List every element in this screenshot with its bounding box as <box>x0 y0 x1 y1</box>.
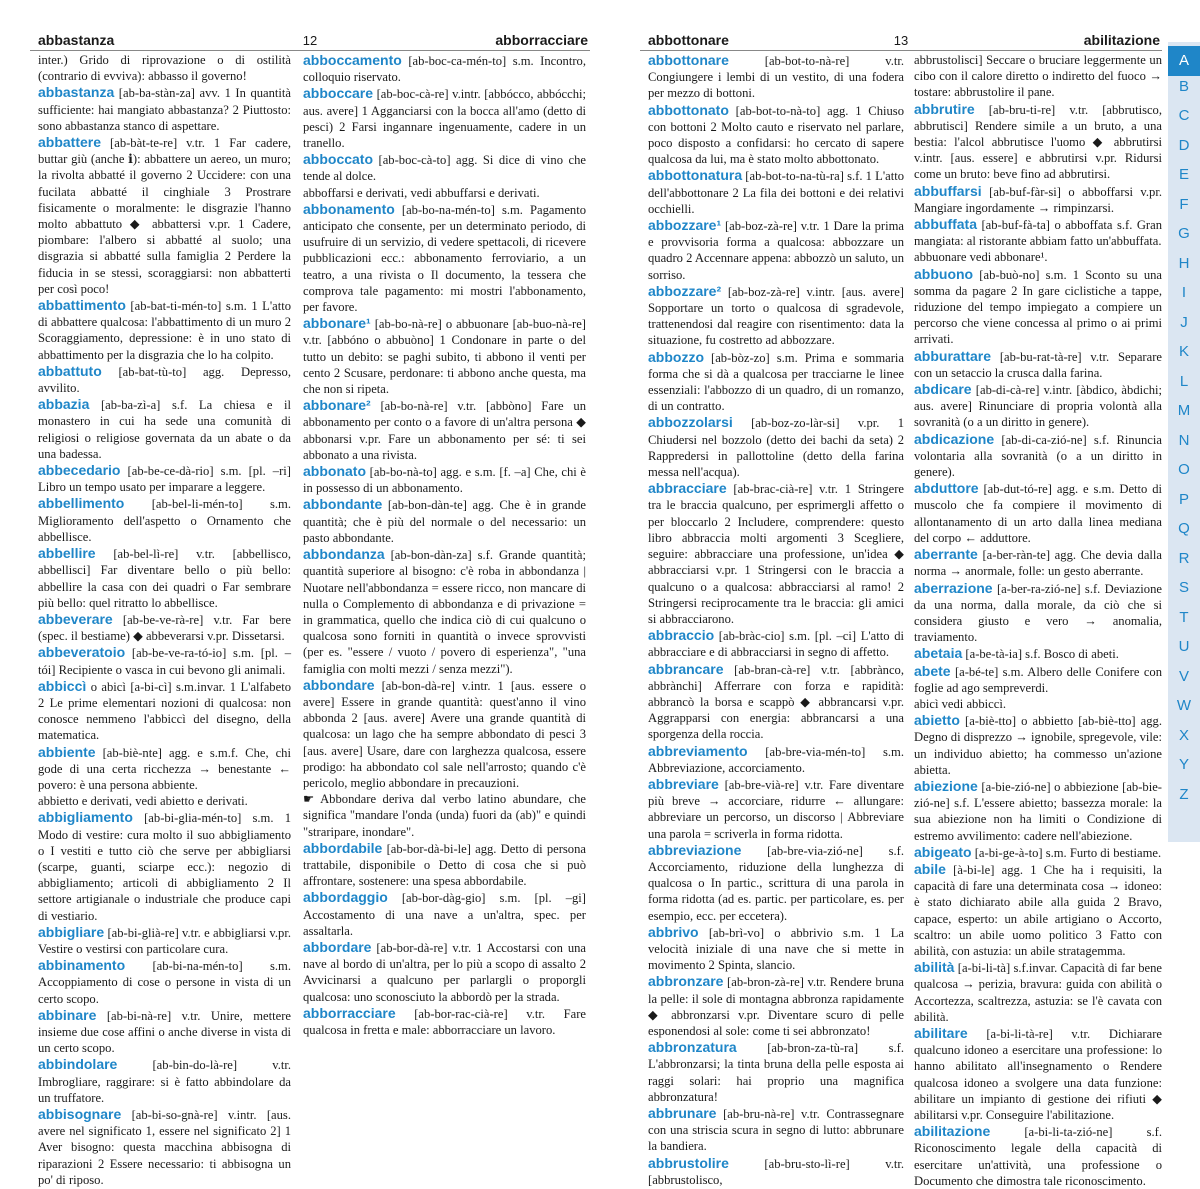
alphabet-letter-f[interactable]: F <box>1179 195 1189 213</box>
entry-headword: abbonare¹ <box>303 315 371 332</box>
entry-definition: [ab-bo-na-mén-to] s.m. Pagamento anticipato che consente, per un determinato periodo, di usufruire di un servizio, di vedere spettacoli, di ricevere pubblicazioni ecc.: abbonamento ferroviario, a un teatro, a una rivista o Il documento, la tessera che comprova tale pagamento: mi mostri l'abbonamento, per favore. <box>303 202 586 315</box>
page-number: 12 <box>302 33 318 48</box>
entry-headword: abbonamento <box>303 200 395 217</box>
dictionary-entry <box>914 1025 1162 1123</box>
dictionary-entry <box>648 414 904 480</box>
entry-headword: abbiente <box>38 743 96 760</box>
dictionary-entry <box>648 627 904 660</box>
dictionary-entry <box>303 677 586 791</box>
dictionary-entry <box>914 266 1162 348</box>
entry-definition: o abicì [a-bi-cì] s.m.invar. 1 L'alfabeto 2 Le prime elementari nozioni di qualcosa: non conosce nemmeno l'abbiccì del disegno, della matematica. <box>38 679 291 743</box>
dictionary-entry <box>914 844 1162 861</box>
alphabet-letter-w[interactable]: W <box>1176 697 1192 714</box>
entry-headword: abbreviamento <box>648 742 748 759</box>
entry-headword: abbraccio <box>648 627 715 644</box>
dictionary-entry <box>38 744 291 794</box>
entry-definition: [ab-di-cà-re] v.intr. [àbdico, àbdichi; aus. avere] Rinunciare di propria volontà alla sovranità (o a un diritto in genere). <box>914 383 1162 430</box>
dictionary-entry <box>38 809 291 923</box>
entry-definition: [ab-bot-to-nà-re] v.tr. Congiungere i lembi di un vestito, di una fodera per mezzo di bottoni. <box>648 54 904 101</box>
dictionary-entry <box>648 480 904 627</box>
dictionary-entry <box>303 85 586 151</box>
alphabet-letter-k[interactable]: K <box>1178 343 1189 360</box>
entry-headword: abbottonatura <box>648 167 743 184</box>
dictionary-entry <box>914 580 1162 646</box>
entry-definition: [ab-bu-rat-tà-re] v.tr. Separare con un setaccio la crusca dalla farina. <box>914 349 1162 380</box>
dictionary-entry <box>38 297 291 363</box>
entry-headword: abbuffarsi <box>914 182 982 199</box>
entry-definition: [ab-bon-dàn-za] s.f. Grande quantità; quantità superiore al bisogno: c'è roba in abbondanza | Nuotare nell'abbondanza = essere ricco, non mancare di nulla o Complemento di abbondanza e di privazione = in grammatica, quello che indica ciò di cui qualcuno o qualcosa sono forniti in quantità o invece sprovvisti (per es. "essere / vuoto / povero di esperienza", "una famiglia con molti mezzi / senza mezzi"). <box>303 548 586 676</box>
entry-definition: [ab-bràc-cio] s.m. [pl. –ci] L'atto di abbracciare e di abbracciarsi in segno di affetto. <box>648 629 904 660</box>
entry-headword: abbozzare¹ <box>648 217 722 234</box>
dictionary-entry <box>914 348 1162 381</box>
entry-headword: abiezione <box>914 777 978 794</box>
alphabet-letter-h[interactable]: H <box>1178 254 1190 272</box>
entry-headword: abbinamento <box>38 957 126 974</box>
entry-headword: abboccato <box>303 151 374 168</box>
entry-headword: abborracciare <box>303 1004 396 1021</box>
entry-definition: [ab-bru-nà-re] v.tr. Contrassegnare con una striscia scura in segno di lutto: abbrunare la bandiera. <box>648 1107 904 1154</box>
dictionary-entry <box>648 52 904 102</box>
entry-definition: [ab-bi-glià-re] v.tr. e abbigliarsi v.pr. Vestire o vestirsi con particolare cura. <box>38 925 291 956</box>
entry-headword: abbondare <box>303 676 375 693</box>
dictionary-entry <box>38 924 291 957</box>
entry-definition: [ab-be-ve-ra-tó-io] s.m. [pl. –tói] Recipiente o vasca in cui bevono gli animali. <box>38 646 291 677</box>
entry-definition: [a-bé-te] s.m. Albero delle Conifere con foglie ad ago sempreverdi. <box>914 664 1162 695</box>
entry-definition: [ab-boc-cà-to] agg. Si dice di vino che tende al dolce. <box>303 153 586 184</box>
right-page-column-1 <box>648 52 905 1187</box>
dictionary-entry <box>38 52 291 84</box>
alphabet-letter-o[interactable]: O <box>1178 461 1190 478</box>
entry-definition: ☛ Abbondare deriva dal verbo latino abundare, che significa "mandare l'onda (unda) fuori da (ab)" e quindi "straripare, inondare". <box>303 792 586 839</box>
entry-definition: [ab-bel-li-mén-to] s.m. Miglioramento dell'aspetto o Ornamento che abbellisce. <box>38 497 291 544</box>
dictionary-entry <box>914 101 1162 183</box>
running-head-last: abilitazione <box>1083 32 1160 48</box>
entry-definition: [ab-bor-dà-bi-le] agg. Detto di persona trattabile, disponibile o Detto di cosa che si può affrontare, sostenere: una spesa abbordabile. <box>303 841 586 889</box>
dictionary-entry <box>303 463 586 496</box>
dictionary-entry <box>648 283 904 349</box>
entry-definition: [a-bi-li-tà-re] v.tr. Dichiarare qualcuno idoneo a esercitare una professione: lo hanno abilitato all'insegnamento o Rendere qualcosa idoneo a svolgere una data funzione: abilitare un impianto di gestione dei rifiuti ◆ abilitarsi v.pr. Conseguire l'abilitazione. <box>914 1026 1162 1122</box>
entry-definition: [a-ber-ràn-te] agg. Che devia dalla norma → anormale, folle: un gesto aberrante. <box>914 548 1162 579</box>
alphabet-index <box>1168 42 1200 842</box>
dictionary-entry <box>38 1007 291 1057</box>
entry-definition: [ab-biè-nte] agg. e s.m.f. Che, chi gode di una certa ricchezza → benestante ← povero: è una persona abbiente. <box>38 745 291 792</box>
entry-definition: [ab-bor-rac-cià-re] v.tr. Fare qualcosa in fretta e male: abborracciare un lavoro. <box>303 1006 586 1037</box>
alphabet-letter-u[interactable]: U <box>1178 638 1190 655</box>
entry-definition: [ab-bran-cà-re] v.tr. [abbrànco, abbrànchi] Afferrare con forza e rapidità: abbrancò la borsa e scappò ◆ abbrancarsi v.pr. Aggrapparsi con energia: abbrancarsi a una sporgenza della roccia. <box>648 662 904 742</box>
dictionary-entry <box>38 957 291 1007</box>
entry-definition: [ab-bron-zà-re] v.tr. Rendere bruna la pelle: il sole di montagna abbronza rapidamente ◆ abbronzarsi v.pr. Diventare scuro di pelle esponendosi al sole: come ti sei abbronzato! <box>648 975 904 1038</box>
entry-definition: [ab-buò-no] s.m. 1 Sconto su una somma da pagare 2 In gare ciclistiche a tappe, riduzione del tempo impiegato a compiere un percorso che viene concessa al primo o ai primi arrivati. <box>914 267 1162 347</box>
alphabet-letter-d[interactable]: D <box>1178 136 1190 154</box>
entry-definition: [ab-bon-dàn-te] agg. Che è in grande quantità; che è più del normale o del necessario: un pasto abbondante. <box>303 498 586 545</box>
dictionary-entry <box>914 183 1162 216</box>
entry-headword: abboccamento <box>303 52 402 68</box>
dictionary-entry <box>648 1039 904 1105</box>
entry-definition: [ab-bo-nà-re] o abbuonare [ab-buo-nà-re] v.tr. [abbóno o abbuòno] 1 Condonare in parte o del tutto un debito: se paghi subito, ti abbono il venti per cento 2 Scusare, perdonare: ti abbono anche questa, ma che non si ripeta. <box>303 317 586 397</box>
left-page-header <box>30 30 590 51</box>
entry-definition: [ab-bo-nà-re] v.tr. [abbòno] Fare un abbonamento per conto o a favore di un'altra persona ◆ abbonarsi v.pr. Fare un abbonamento per sé: ti sei abbonato a una rivista. <box>303 399 586 462</box>
running-head-last: abborracciare <box>495 32 588 48</box>
entry-definition: [a-bi-ge-à-to] s.m. Furto di bestiame. <box>974 845 1162 860</box>
right-page <box>640 0 1162 1188</box>
entry-definition: [ab-bor-dàg-gio] s.m. [pl. –gi] Accostamento di una nave a un'altra, spec. per assaltarla. <box>303 891 586 938</box>
alphabet-letter-l[interactable]: L <box>1179 372 1189 390</box>
alphabet-letter-i[interactable]: I <box>1181 284 1187 301</box>
entry-definition: [a-bi-li-ta-zió-ne] s.f. Riconoscimento legale della capacità di esercitare un'attività, una professione o Documento che dimostra tale riconoscimento. <box>914 1125 1162 1188</box>
entry-headword: abbrutire <box>914 100 975 117</box>
entry-headword: abbozzare² <box>648 282 722 299</box>
entry-headword: abigeato <box>914 843 972 860</box>
left-page-column-1 <box>38 52 292 1187</box>
alphabet-letter-a[interactable]: A <box>1168 46 1200 76</box>
entry-headword: abbeveratoio <box>38 644 126 661</box>
dictionary-entry <box>648 167 904 217</box>
dictionary-entry <box>303 939 586 1005</box>
dictionary-entry <box>648 973 904 1039</box>
dictionary-entry <box>38 462 291 495</box>
entry-definition: [ab-boz-zà-re] v.intr. [aus. avere] Sopportare un torto o qualcosa di sgradevole, trattenendosi dal reagire con risentimento: data la situazione, fu costretto ad abbozzare. <box>648 284 904 348</box>
entry-headword: abbazia <box>38 396 90 413</box>
dictionary-entry <box>303 496 586 546</box>
entry-headword: aberrante <box>914 546 978 563</box>
dictionary-entry <box>914 431 1162 481</box>
entry-definition: [ab-bru-ti-re] v.tr. [abbrutisco, abbrutisci] Rendere simile a un bruto, a una bestia: l'alcol abbrutisce l'uomo ◆ abbrutirsi v.intr. [aus. essere] e abbrutirsi v.pr. Ridursi come un bruto: beve fino ad abbrutirsi. <box>914 102 1162 182</box>
entry-definition: [ab-bot-to-nà-to] agg. 1 Chiuso con bottoni 2 Molto cauto e riservato nel parlare, poco disposto a confidarsi: ho cercato di sapere qualcosa da lui, ma è stato molto abbottonato. <box>648 103 904 167</box>
right-page-column-2 <box>914 52 1162 1188</box>
alphabet-letter-y[interactable]: Y <box>1178 756 1189 773</box>
entry-definition: [a-ber-ra-zió-ne] s.f. Deviazione da una norma, dalla morale, da ciò che si considera giusto e vero → anomalia, traviamento. <box>914 581 1162 645</box>
dictionary-entry <box>303 546 586 677</box>
entry-headword: abbondanza <box>303 546 385 563</box>
entry-definition: [ab-bre-via-zió-ne] s.f. Accorciamento, riduzione della lunghezza di qualcosa o In partic., scrittura di una parola in forma ridotta (ad es. partic. per particolare, es. per esempio, ecc. per eccetera). <box>648 843 904 923</box>
alphabet-letter-s[interactable]: S <box>1178 579 1189 596</box>
entry-headword: abbordare <box>303 938 372 955</box>
entry-headword: abbottonare <box>648 52 729 68</box>
entry-headword: abbinare <box>38 1006 97 1023</box>
entry-definition: [ab-be-ce-dà-rio] s.m. [pl. –ri] Libro un tempo usato per imparare a leggere. <box>38 464 291 495</box>
entry-headword: abdicazione <box>914 430 995 447</box>
entry-definition: [ab-bel-lì-re] v.tr. [abbellisco, abbellisci] Far diventare bello o più bello: abbellire la casa con dei quadri o Far sembrare più bello: quel ritratto lo abbellisce. <box>38 547 291 610</box>
entry-definition: abicì vedi abbiccì. <box>914 696 1006 711</box>
alphabet-letter-v[interactable]: V <box>1178 667 1189 685</box>
entry-headword: abbisognare <box>38 1106 122 1122</box>
dictionary-entry <box>303 151 586 184</box>
entry-definition: [ab-bin-do-là-re] v.tr. Imbrogliare, raggirare: si è fatto abbindolare da un truffatore. <box>38 1058 291 1105</box>
entry-definition: [a-bie-zió-ne] o abbiezione [ab-bie-zió-ne] s.f. L'essere abietto; bassezza morale: la sua abiezione non ha limiti o Condizione di estremo avvilimento: cadere nell'abiezione. <box>914 779 1162 843</box>
entry-headword: abbigliare <box>38 923 105 940</box>
dictionary-entry <box>38 1106 291 1188</box>
entry-definition: inter.) Grido di riprovazione o di ostilità (contrario di evviva): abbasso il governo! <box>38 53 291 84</box>
entry-definition: [ab-bòz-zo] s.m. Prima e sommaria forma che si dà a qualcosa per tracciarne le linee essenziali: l'abbozzo di un quadro, di un romanzo, di un contratto. <box>648 350 905 414</box>
entry-headword: abbigliamento <box>38 809 133 826</box>
entry-definition: [ab-bi-nà-re] v.tr. Unire, mettere insieme due cose affini o anche diverse in vista di un certo scopo. <box>38 1008 291 1056</box>
entry-headword: abbrustolire <box>648 1154 729 1171</box>
entry-headword: abdicare <box>914 381 972 398</box>
entry-definition: [ab-bre-via-mén-to] s.m. Abbreviazione, accorciamento. <box>648 744 904 775</box>
alphabet-letter-b[interactable]: B <box>1178 77 1189 95</box>
entry-headword: abete <box>914 662 951 679</box>
entry-definition: [ab-brac-cià-re] v.tr. 1 Stringere tra le braccia qualcuno, per esprimergli affetto o per bloccarlo 2 Includere, comprendere: questo libro abbraccia molti argomenti 3 Scegliere, seguire: abbracciare una professione, un'idea ◆ abbracciarsi v.pr. 1 Stringersi con le braccia a qualcuno o a qualcosa: abbracciarsi al ramo! 2 Stringersi reciprocamente tra le braccia: gli amici si abbracciarono. <box>648 482 904 626</box>
entry-headword: abbozzolarsi <box>648 414 733 431</box>
entry-definition: [ab-bi-na-mén-to] s.m. Accoppiamento di cose o persone in vista di un certo scopo. <box>38 959 291 1006</box>
entry-headword: abetaia <box>914 645 963 662</box>
entry-headword: abbordaggio <box>303 889 388 906</box>
dictionary-entry <box>38 84 291 134</box>
dictionary-entry <box>914 645 1162 662</box>
dictionary-entry <box>648 1155 904 1188</box>
entry-definition: [ab-boc-ca-mén-to] s.m. Incontro, colloquio riservato. <box>303 54 586 85</box>
alphabet-letter-e[interactable]: E <box>1178 166 1189 183</box>
entry-headword: abbordabile <box>303 839 383 856</box>
entry-headword: abbattere <box>38 134 102 151</box>
entry-definition: [a-biè-tto] o abbietto [ab-biè-tto] agg. Degno di disprezzo → ignobile, spregevole, vile: un individuo abietto; ha commesso un'azione abietta. <box>914 714 1162 777</box>
entry-headword: abburattare <box>914 347 992 364</box>
entry-definition: [ab-buf-fàr-si] o abboffarsi v.pr. Mangiare ingordamente → rimpinzarsi. <box>914 184 1162 215</box>
alphabet-letter-m[interactable]: M <box>1177 402 1191 419</box>
dictionary-entry <box>914 381 1162 431</box>
entry-definition: [ab-bo-nà-to] agg. e s.m. [f. –a] Che, chi è in possesso di un abbonamento. <box>303 465 587 496</box>
entry-headword: abboccare <box>303 85 374 102</box>
alphabet-letter-r[interactable]: R <box>1178 549 1190 567</box>
entry-headword: abbuono <box>914 265 974 282</box>
dictionary-entry <box>914 778 1162 844</box>
alphabet-letter-c[interactable]: C <box>1178 107 1190 124</box>
entry-definition: [a-be-tà-ia] s.f. Bosco di abeti. <box>965 647 1119 662</box>
dictionary-entry <box>648 217 904 283</box>
entry-headword: abbondante <box>303 496 383 513</box>
dictionary-entry <box>38 678 291 744</box>
entry-definition: abboffarsi e derivati, vedi abbuffarsi e derivati. <box>303 185 540 200</box>
entry-headword: abbozzo <box>648 348 704 365</box>
dictionary-entry <box>38 363 291 396</box>
entry-headword: abbuffata <box>914 216 977 233</box>
entry-definition: [a-bi-li-tà] s.f.invar. Capacità di far bene qualcosa → perizia, bravura: guida con abilità o Accortezza, scaltrezza, astuzia: se l'è cavata con abilità. <box>914 961 1162 1024</box>
entry-headword: abduttore <box>914 480 979 497</box>
entry-definition: [ab-bàt-te-re] v.tr. 1 Far cadere, buttar giù (anche ℹ): abbattere un aereo, un muro; la rivolta abbatté il governo 2 Uccidere: con una fucilata abbatté il cinghiale 3 Prostrare fisicamente o moralmente: le disgrazie l'hanno molto abbattuto ◆ abbattersi v.pr. 1 Cadere, piombare: l'albero si abbatté al suolo; una disgrazia si abbatté sulla famiglia 2 Perdere la fiducia in se stessi, scoraggiarsi: non abbatterti per così poco! <box>38 136 291 296</box>
entry-headword: aberrazione <box>914 579 993 596</box>
entry-headword: abietto <box>914 712 960 729</box>
left-page <box>30 0 590 1187</box>
alphabet-letter-x[interactable]: X <box>1178 726 1189 744</box>
alphabet-letter-p[interactable]: P <box>1178 490 1189 508</box>
dictionary-entry <box>648 1105 904 1155</box>
entry-headword: abbronzare <box>648 973 724 990</box>
dictionary-entry <box>303 840 586 890</box>
dictionary-entry <box>38 611 291 644</box>
entry-definition: [à-bi-le] agg. 1 Che ha i requisiti, la capacità di fare una determinata cosa → idoneo: è stato dichiarato abile alla guida 2 Bravo, capace, esperto: un abile artigiano o Accorto, scaltro: un abile uomo politico 3 Fatto con abilità, con astuzia: un abile stratagemma. <box>914 862 1162 958</box>
entry-definition: [ab-dut-tó-re] agg. e s.m. Detto di muscolo che fa compiere il movimento di allontanamento di un arto dalla linea mediana del corpo ← adduttore. <box>914 482 1162 545</box>
entry-definition: abbietto e derivati, vedi abietto e derivati. <box>38 794 248 809</box>
entry-headword: abbrunare <box>648 1105 717 1121</box>
dictionary-entry <box>648 349 904 415</box>
page-number: 13 <box>893 33 909 48</box>
dictionary-entry <box>914 1123 1162 1189</box>
dictionary-entry <box>303 397 586 463</box>
dictionary-entry <box>38 644 291 677</box>
dictionary-entry <box>648 776 904 842</box>
entry-headword: abbracciare <box>648 480 727 497</box>
entry-definition: [ab-boz-zo-làr-si] v.pr. 1 Chiudersi nel bozzolo (detto dei bachi da seta) 2 Rappredersi in pallottoline (detto della farina messa nell'acqua). <box>648 416 904 480</box>
entry-definition: [ab-bru-sto-lì-re] v.tr. [abbrustolisco, <box>648 1156 904 1187</box>
alphabet-letter-q[interactable]: Q <box>1178 520 1190 537</box>
entry-definition: [ab-bron-za-tù-ra] s.f. L'abbronzarsi; la tinta bruna della pelle esposta ai raggi solari: hai proprio una magnifica abbronzatura! <box>648 1041 904 1104</box>
entry-definition: [ab-bi-so-gnà-re] v.intr. [aus. avere nel significato 1, essere nel significato 2] 1 Aver bisogno: questa macchina abbisogna di riparazioni 2 Essere necessario: ti abbisogna un po' di riposo. <box>38 1108 291 1187</box>
entry-definition: [ab-ba-zì-a] s.f. La chiesa e il monastero in cui ha sede una comunità di religiosi o religiose governata da un abate o da una badessa. <box>38 398 292 461</box>
entry-headword: abbrancare <box>648 660 724 677</box>
dictionary-entry <box>303 315 586 397</box>
dictionary-entry <box>914 52 1162 101</box>
entry-headword: abbellire <box>38 545 96 562</box>
dictionary-entry <box>914 959 1162 1025</box>
dictionary-entry <box>38 545 291 611</box>
entry-definition: [ab-buf-fà-ta] o abboffata s.f. Gran mangiata: al ristorante abbiam fatto un'abbuffata. <box>914 218 1162 249</box>
entry-definition: [ab-bat-ti-mén-to] s.m. 1 L'atto di abbattere qualcosa: l'abbattimento di un muro 2 Scoraggiamento, depressione: è in uno stato di abbattimento per la disgrazia che lo ha colpito. <box>38 299 291 362</box>
dictionary-entry <box>303 1005 586 1038</box>
entry-headword: abbastanza <box>38 84 115 101</box>
entry-headword: abbellimento <box>38 495 125 512</box>
dictionary-entry <box>648 102 904 168</box>
entry-definition: [ab-boc-cà-re] v.intr. [abbócco, abbócchi; aus. avere] 1 Agganciarsi con la bocca all'amo (detto di pesci) 2 Farsi ingannare ingenuamente, cadere in un tranello. <box>303 87 586 151</box>
entry-headword: abbattuto <box>38 362 102 379</box>
entry-headword: abbindolare <box>38 1056 118 1073</box>
alphabet-letter-z[interactable]: Z <box>1179 785 1189 803</box>
entry-headword: abilitazione <box>914 1123 991 1140</box>
entry-headword: abilità <box>914 959 955 976</box>
entry-headword: abbonare² <box>303 397 371 414</box>
dictionary-entry <box>303 889 586 939</box>
running-head-first: abbottonare <box>648 32 729 48</box>
entry-definition: [ab-bor-dà-re] v.tr. 1 Accostarsi con una nave al bordo di un'altra, per lo più a scopo di assalto 2 Avvicinarsi a qualcuno per parlargli o proporgli qualcosa: uno sconosciuto la abbordò per la strada. <box>303 940 586 1004</box>
entry-headword: abbrivo <box>648 923 699 940</box>
dictionary-entry <box>914 696 1162 712</box>
entry-headword: abbeverare <box>38 610 113 627</box>
right-page-header <box>640 30 1162 51</box>
alphabet-letter-g[interactable]: G <box>1178 225 1190 242</box>
running-head-first: abbastanza <box>38 32 115 48</box>
dictionary-entry <box>303 52 586 85</box>
entry-headword: abbottonato <box>648 101 729 118</box>
dictionary-entry <box>38 396 291 462</box>
entry-headword: abile <box>914 860 946 877</box>
entry-definition: [ab-bat-tù-to] agg. Depresso, avvilito. <box>38 364 291 396</box>
alphabet-letter-n[interactable]: N <box>1178 431 1190 449</box>
dictionary-entry <box>303 201 586 315</box>
dictionary-entry <box>38 134 291 297</box>
alphabet-letter-j[interactable]: J <box>1180 313 1188 331</box>
entry-headword: abbronzatura <box>648 1039 737 1056</box>
dictionary-entry <box>648 743 904 776</box>
entry-definition: [ab-boz-zà-re] v.tr. 1 Dare la prima e provvisoria forma a qualcosa: abbozzare un quadro 2 Accennare appena: abbozzò un saluto, un sorriso. <box>648 219 904 282</box>
entry-definition: [ab-bre-vià-re] v.tr. Fare diventare più breve → accorciare, ridurre ← allungare: abbreviare un percorso, un discorso | Abbreviare una parola = scriverla in forma ridotta. <box>648 777 904 841</box>
dictionary-entry <box>38 1056 291 1106</box>
dictionary-entry <box>914 546 1162 579</box>
dictionary-entry <box>914 663 1162 696</box>
entry-definition: [ab-bot-to-na-tù-ra] s.f. 1 L'atto dell'abbottonare 2 La fila dei bottoni e dei relativi occhielli. <box>648 169 904 216</box>
left-page-column-2 <box>303 52 587 1037</box>
dictionary-entry <box>648 842 904 924</box>
entry-definition: abbuonare vedi abbonare¹. <box>914 250 1048 265</box>
entry-headword: abilitare <box>914 1024 968 1041</box>
entry-definition: [ab-bon-dà-re] v.intr. 1 [aus. essere o avere] Essere in grande quantità: quest'anno il vino abbonda 2 [aus. avere] Avere una grande quantità di qualcosa: un lago che ha sempre abbondato di pesci 3 [aus. avere] Usare, dare con larghezza qualcosa, essere prodigo: ha abbondato col sale nell'arrosto; quando c'è pericolo, meglio abbondare in precauzioni. <box>303 678 586 790</box>
entry-headword: abbreviazione <box>648 841 742 858</box>
dictionary-entry <box>914 480 1162 546</box>
dictionary-entry <box>914 712 1162 778</box>
dictionary-entry <box>38 793 291 809</box>
dictionary-entry <box>303 185 586 201</box>
dictionary-entry <box>914 861 1162 959</box>
entry-headword: abbecedario <box>38 462 121 479</box>
entry-definition: [ab-di-ca-zió-ne] s.f. Rinuncia volontaria alla sovranità (o a un diritto in genere). <box>914 432 1162 480</box>
dictionary-entry <box>648 661 904 743</box>
entry-headword: abbattimento <box>38 297 126 314</box>
alphabet-letter-t[interactable]: T <box>1179 608 1189 626</box>
entry-headword: abbonato <box>303 463 366 480</box>
dictionary-entry <box>303 791 586 840</box>
entry-definition: [ab-be-ve-rà-re] v.tr. Far bere (spec. il bestiame) ◆ abbeverarsi v.pr. Dissetarsi. <box>38 612 291 644</box>
entry-headword: abbiccì <box>38 677 87 694</box>
entry-definition: [ab-bi-glia-mén-to] s.m. 1 Modo di vestire: cura molto il suo abbigliamento o I vestiti e tutto ciò che serve per abbigliarsi (scarpe, guanti, sciarpe ecc.): negozio di abbigliamento; articoli di abbigliamento 2 Il settore artigianale o industriale che produce capi di vestiario. <box>38 811 291 923</box>
entry-definition: [ab-brì-vo] o abbrivio s.m. 1 La velocità iniziale di una nave che si mette in movimento 2 Spinta, slancio. <box>648 925 905 973</box>
entry-headword: abbreviare <box>648 775 719 792</box>
entry-definition: abbrustolisci] Seccare o bruciare leggermente un cibo con il calore diretto o indiretto del fuoco → tostare: abbrustolire il pane. <box>914 53 1162 100</box>
entry-definition: [ab-ba-stàn-za] avv. 1 In quantità sufficiente: hai mangiato abbastanza? 2 Piuttosto: sono abbastanza stanco di aspettare. <box>38 86 292 133</box>
dictionary-entry <box>914 216 1162 249</box>
dictionary-entry <box>648 924 904 974</box>
dictionary-entry <box>914 249 1162 265</box>
dictionary-entry <box>38 495 291 545</box>
